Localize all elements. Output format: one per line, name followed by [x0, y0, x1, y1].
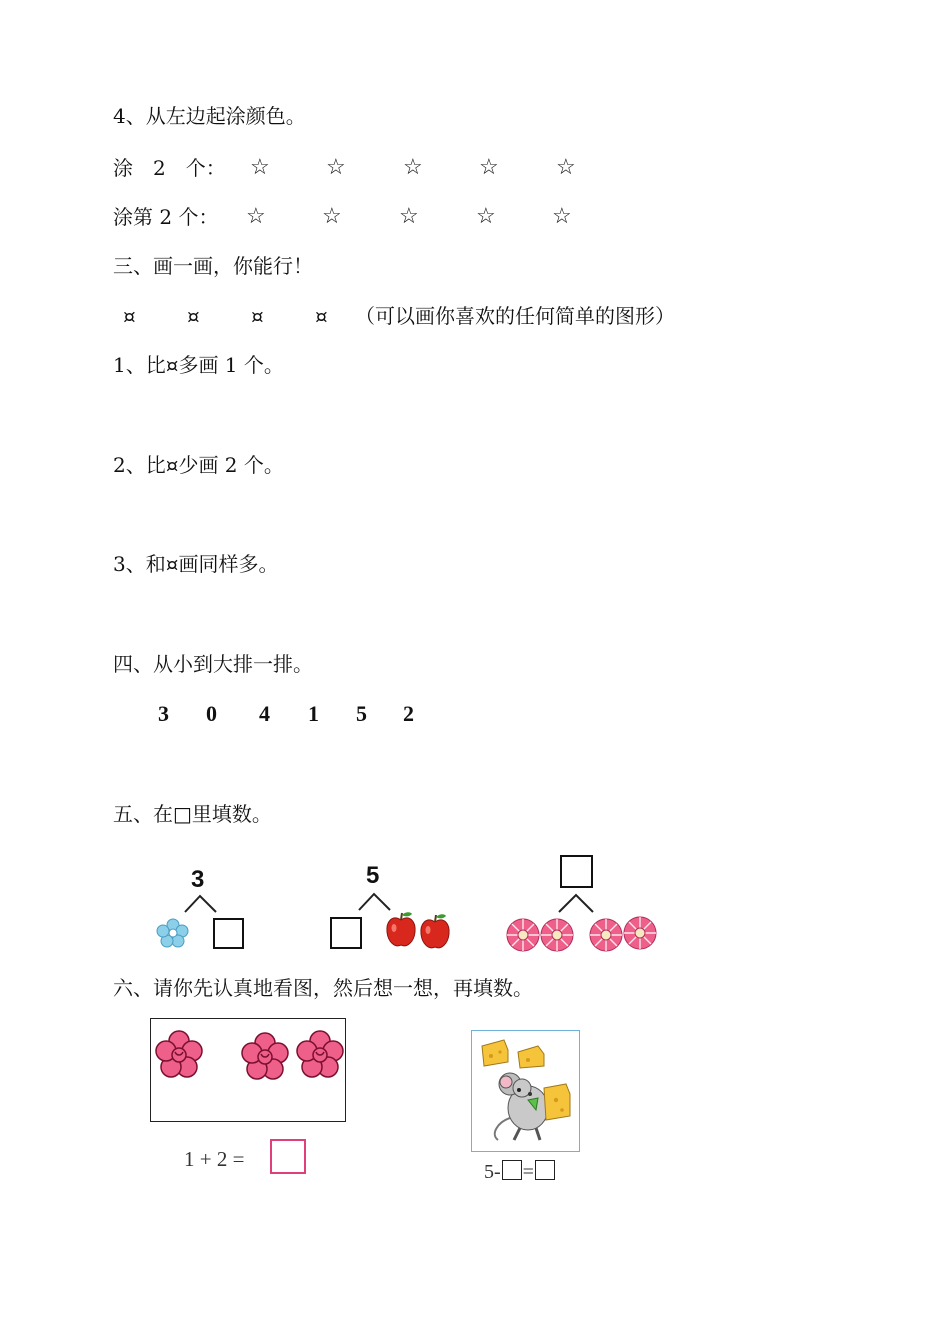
s4-title: 四、从小到大排一排。 — [113, 652, 313, 676]
star-icon[interactable]: ☆ — [326, 155, 346, 180]
s3-item-2: 2、比¤少画 2 个。 — [113, 453, 284, 477]
pink-flower-icon — [154, 1030, 204, 1080]
tree1-top-number: 3 — [191, 866, 205, 893]
star-icon[interactable]: ☆ — [322, 204, 342, 229]
answer-box[interactable] — [270, 1139, 306, 1174]
equation-1: 1 + 2 = — [184, 1147, 245, 1171]
answer-box[interactable] — [502, 1160, 522, 1180]
q4-row1-label: 涂 2 个： — [113, 156, 226, 180]
star-icon[interactable]: ☆ — [476, 204, 496, 229]
s3-title: 三、画一画，你能行！ — [113, 254, 313, 278]
star-icon[interactable]: ☆ — [403, 155, 423, 180]
equation-2 — [484, 1160, 556, 1184]
pink-flower-icon — [240, 1032, 290, 1082]
q4-title: 4、从左边起涂颜色。 — [113, 104, 306, 128]
number-item: 5 — [356, 701, 367, 726]
s3-item-3: 3、和¤画同样多。 — [113, 552, 279, 576]
currency-symbol: ¤ — [315, 304, 328, 328]
number-item: 2 — [403, 701, 414, 726]
pink-candy-icon — [539, 917, 575, 953]
s3-hint: （可以画你喜欢的任何简单的图形） — [355, 304, 675, 328]
star-icon[interactable]: ☆ — [479, 155, 499, 180]
star-icon[interactable]: ☆ — [552, 204, 572, 229]
s6-title: 六、请你先认真地看图，然后想一想，再填数。 — [113, 976, 533, 1000]
currency-symbol: ¤ — [251, 304, 264, 328]
number-item: 1 — [308, 701, 319, 726]
equation-2-part-a: 5- — [484, 1161, 501, 1183]
star-icon[interactable]: ☆ — [250, 155, 270, 180]
tree2-top-number: 5 — [366, 862, 380, 889]
number-item: 0 — [206, 701, 217, 726]
pink-candy-icon — [622, 915, 658, 951]
pink-candy-icon — [588, 917, 624, 953]
star-icon[interactable]: ☆ — [399, 204, 419, 229]
star-icon[interactable]: ☆ — [246, 204, 266, 229]
number-item: 4 — [259, 701, 270, 726]
s3-item-1: 1、比¤多画 1 个。 — [113, 353, 284, 377]
mouse-carrying-cheese-icon — [476, 1036, 576, 1146]
star-icon[interactable]: ☆ — [556, 155, 576, 180]
s5-title: 五、在□里填数。 — [113, 802, 272, 826]
number-item: 3 — [158, 701, 169, 726]
currency-symbol: ¤ — [123, 304, 136, 328]
equation-2-part-b: = — [522, 1161, 534, 1183]
q4-row2-label: 涂第 2 个： — [113, 205, 219, 229]
currency-symbol: ¤ — [187, 304, 200, 328]
pink-flower-icon — [295, 1030, 345, 1080]
answer-box[interactable] — [535, 1160, 555, 1180]
pink-candy-icon — [505, 917, 541, 953]
